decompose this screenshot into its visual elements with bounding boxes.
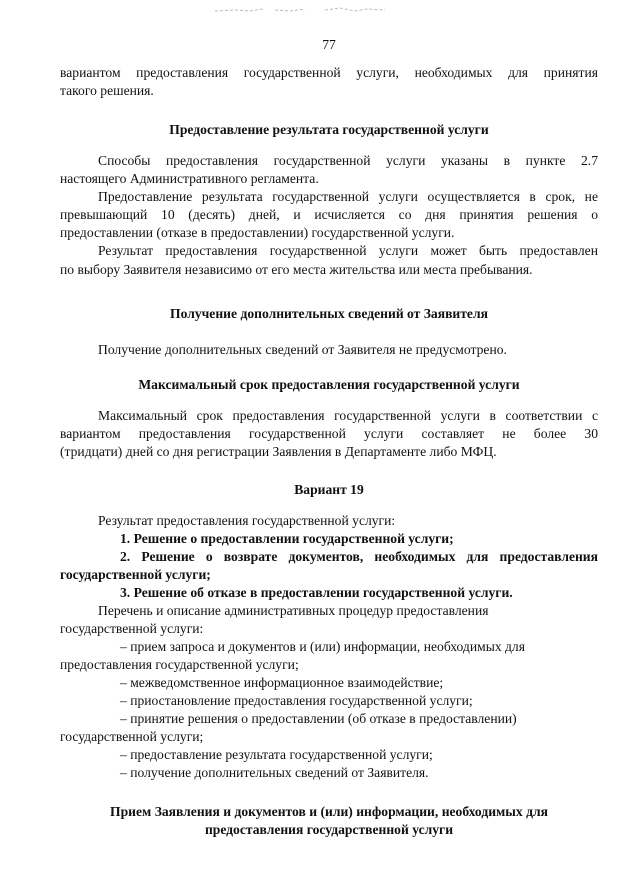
paragraph-line: (тридцати) дней со дня регистрации Заявления в Департаменте либо МФЦ. — [60, 444, 497, 459]
list-item: предоставления государственной услуги; — [60, 657, 299, 672]
continuation-line: такого решения. — [60, 83, 154, 98]
result-item: государственной услуги; — [60, 567, 211, 582]
document-page — [60, 0, 598, 874]
result-item: 1. Решение о предоставлении государственной услуги; — [120, 531, 454, 546]
section-heading: предоставления государственной услуги — [204, 822, 454, 837]
list-item: – предоставление результата государственной услуги; — [120, 747, 433, 762]
section-heading: Получение дополнительных сведений от Заявителя — [170, 306, 488, 321]
paragraph-line: Результат предоставления государственной услуги: — [98, 513, 396, 528]
continuation-line: вариантом предоставления государственной услуги, необходимых для принятия — [60, 65, 598, 80]
paragraph-line: государственной услуги: — [60, 621, 204, 636]
section-heading: Прием Заявления и документов и (или) информации, необходимых для — [110, 804, 548, 819]
list-item: государственной услуги; — [60, 729, 204, 744]
paragraph-line: Максимальный срок предоставления государственной услуги в соответствии с — [98, 408, 598, 423]
section-heading: Предоставление результата государственной услуги — [169, 122, 489, 137]
list-item: – приостановление предоставления государственной услуги; — [120, 693, 473, 708]
paragraph-line: Результат предоставления государственной услуги может быть предоставлен — [98, 243, 598, 258]
list-item: – получение дополнительных сведений от Заявителя. — [120, 765, 429, 780]
paragraph-line: вариантом предоставления государственной услуги составляет не более 30 — [60, 426, 598, 441]
paragraph-line: Перечень и описание административных процедур предоставления — [98, 603, 489, 618]
page-number: 77 — [322, 37, 336, 52]
paragraph-line: настоящего Административного регламента. — [60, 171, 319, 186]
result-item: 2. Решение о возврате документов, необходимых для предоставления — [120, 549, 598, 564]
list-item: – межведомственное информационное взаимодействие; — [120, 675, 444, 690]
section-heading: Максимальный срок предоставления государственной услуги — [138, 377, 520, 392]
paragraph-line: по выбору Заявителя независимо от его места жительства или места пребывания. — [60, 262, 533, 277]
result-item: 3. Решение об отказе в предоставлении государственной услуги. — [120, 585, 513, 600]
list-item: – прием запроса и документов и (или) информации, необходимых для — [120, 639, 525, 654]
paragraph-line: предоставлении (отказе в предоставлении) государственной услуги. — [60, 225, 455, 240]
paragraph-line: Способы предоставления государственной услуги указаны в пункте 2.7 — [98, 153, 598, 168]
paragraph-line: превышающий 10 (десять) дней, и исчисляется со дня принятия решения о — [60, 207, 598, 222]
list-item: – принятие решения о предоставлении (об отказе в предоставлении) — [120, 711, 517, 726]
section-heading: Вариант 19 — [294, 482, 364, 497]
paragraph-line: Получение дополнительных сведений от Заявителя не предусмотрено. — [98, 342, 507, 357]
paragraph-line: Предоставление результата государственной услуги осуществляется в срок, не — [98, 189, 598, 204]
